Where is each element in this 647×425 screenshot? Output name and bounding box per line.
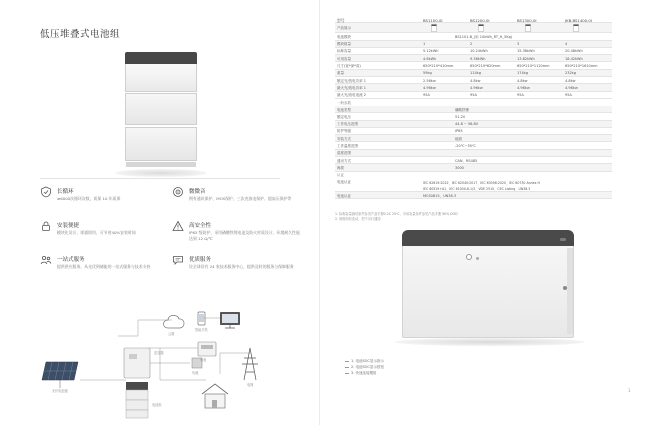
spec-row [335, 106, 612, 113]
product-side-panel [567, 248, 573, 334]
footnote: 1. 标称容量测试条件参见产品手册0.2C 25℃，可用容量条件参见产品手册 90% DOD [335, 212, 458, 216]
battery-module [125, 93, 197, 125]
spec-label: 海拔 [337, 165, 344, 170]
spec-row [335, 48, 612, 55]
spec-value: -20℃~55℃ [455, 144, 476, 149]
spec-value: 4.96kw [517, 85, 530, 90]
spec-value: 2 [470, 42, 473, 47]
spec-label: 额定电压 [337, 114, 351, 119]
spec-value: 232kg [565, 71, 576, 76]
spec-label: 额定充/放电功率 1 [337, 78, 367, 83]
spec-row [335, 142, 612, 149]
spec-value: 18.42kWh [565, 56, 583, 61]
diagram-label: 光伏电池板 [52, 389, 68, 393]
spec-header-row [335, 16, 612, 23]
product-thumbnail [478, 24, 484, 32]
spec-section-title: 认证 [337, 173, 344, 178]
spec-label: 电池认证 [337, 180, 351, 185]
feature-title: 优质服务 [189, 257, 212, 263]
spec-label: 通讯方式 [337, 158, 351, 163]
page-number: 1 [628, 388, 631, 393]
spec-row [335, 192, 612, 199]
spec-row [335, 55, 612, 62]
spec-row [335, 157, 612, 164]
spec-label: 重量 [337, 71, 344, 76]
spec-value: BS1101-B_(用 10kWh_RT_H_5Kg) [455, 34, 513, 39]
spec-value: 4.8kw [565, 78, 576, 83]
diagram-label: 逆变器 [154, 351, 164, 355]
spec-value: 114kg [470, 71, 481, 76]
diagram-label: 电网 [247, 383, 254, 387]
feature-desc: 拥有通讯保护、MOS保护、三次充放电保护、超高压保护等 [189, 196, 292, 201]
spec-label: 工作温度范围 [337, 144, 358, 149]
battery-stack-image [125, 52, 197, 170]
spec-header-cell: BS1200-0I [470, 17, 490, 23]
spec-value: 650*210*1120mm [517, 64, 550, 69]
spec-value: IEC 60529+A1、IEC 61000-6-1/3、VDE 2510、CEC Listing、UN38.3 [423, 187, 531, 192]
spec-value: 3 [517, 42, 520, 47]
spec-label: 最大充/放电电流 2 [337, 93, 367, 98]
spec-value: IP65 [455, 129, 463, 134]
spec-value: 4.6kWh [423, 56, 437, 61]
target-icon [172, 186, 184, 198]
spec-label: 湿度范围 [337, 151, 351, 156]
spec-table [335, 16, 612, 199]
legend-line [345, 367, 349, 368]
feature-desc: ≥6000次循环次数，质保 10 年质保 [57, 196, 121, 201]
spec-row [335, 113, 612, 120]
soc-button-icon [476, 257, 479, 260]
left-page [0, 0, 320, 425]
spec-label: 防护等级 [337, 129, 351, 134]
product-legend [345, 358, 384, 376]
diagram-label: 云端 [168, 332, 175, 336]
spec-value: IEC 62619:2022、IEC 62040:2017、IEC 63056:2020、IEC 60730 Annex H [423, 181, 540, 186]
legend-text: 2. 电池SOC显示按钮 [351, 365, 384, 369]
spec-label: 电池类型 [337, 107, 351, 112]
spec-label: 可用容量 [337, 56, 351, 61]
spec-header-cell: 型号 [337, 17, 345, 23]
product-thumbnail [525, 24, 531, 32]
spec-value: 650*210*1610mm [565, 64, 598, 69]
feature-title: 微微音 [189, 189, 206, 195]
spec-label: 标称容量 [337, 49, 351, 54]
spec-label: 安装方式 [337, 136, 351, 141]
spec-value: 95A [423, 93, 430, 98]
spec-value: 650*210*620mm [470, 64, 501, 69]
footnote: 2. 规格如有变动，恕不另行通知 [335, 217, 381, 221]
feature-desc: 模块化设计，即插即用，可节省40%安装时间 [57, 230, 136, 235]
monitor-icon [220, 312, 240, 328]
battery-shadow [115, 169, 207, 177]
feature-title: 安装便捷 [57, 223, 80, 229]
product-handle [560, 238, 566, 241]
spec-value: 95A [470, 93, 477, 98]
spec-row [335, 84, 612, 91]
spec-value: 13.82kWh [517, 56, 535, 61]
chat-icon [172, 254, 184, 266]
product-thumbnail [573, 24, 579, 32]
spec-row [335, 41, 612, 48]
page-title: 低压堆叠式电池组 [40, 29, 121, 40]
spec-value: 51.2V [455, 114, 466, 119]
footnotes [335, 212, 458, 222]
spec-value: 5.12kWh [423, 49, 439, 54]
spec-value: 地面 [455, 136, 462, 141]
spec-value: 4.8kw [517, 78, 528, 83]
feature-desc: IP65 级防护，采用磷酸铁锂电池及防火材质设计，环境耐久性能达到 12 Ω/℃ [189, 230, 300, 241]
spec-value: 9.36kWh [470, 56, 486, 61]
feature-title: 长循环 [57, 189, 74, 195]
shield-icon [40, 186, 52, 198]
product-shadow [395, 338, 585, 346]
spec-row [335, 121, 612, 128]
battery-top-cap [125, 52, 197, 64]
people-icon [40, 254, 52, 266]
spec-value: 44.8 ~ 56.8V [455, 122, 479, 127]
spec-value: 20.48kWh [565, 49, 583, 54]
spec-row [335, 62, 612, 69]
spec-header-cell: JKB-BS1400-0I [565, 17, 592, 23]
legend-line [345, 373, 349, 374]
spec-label: 电池模块 [337, 34, 351, 39]
divider [40, 178, 280, 179]
spec-row [335, 150, 612, 157]
spec-value: 3000 [455, 165, 464, 170]
spec-value: 4.96kw [423, 85, 436, 90]
spec-label: 最大充/放电功率 1 [337, 85, 367, 90]
spec-value: 4.96kw [470, 85, 483, 90]
spec-value: 650*210*410mm [423, 64, 454, 69]
spec-value: 4.8kw [470, 78, 481, 83]
cloud-icon [164, 315, 185, 328]
spec-row [335, 33, 612, 40]
battery-module [125, 127, 197, 161]
battery-base [126, 162, 196, 167]
legend-text: 3. 快速连接模组 [351, 371, 377, 375]
diagram-label: 负载 [192, 371, 199, 375]
spec-value: 10.24kWh [470, 49, 488, 54]
spec-value: 174kg [517, 71, 528, 76]
spec-row [335, 164, 612, 171]
smartphone-icon [198, 312, 205, 325]
spec-section-title: 一般参数 [337, 100, 351, 105]
spec-row [335, 70, 612, 77]
spec-value: 4.96kw [565, 85, 578, 90]
quick-connect-icon [563, 286, 567, 290]
feature-title: 一站式服务 [57, 257, 85, 263]
diagram-label: 智能手机 [195, 328, 208, 332]
feature-desc: 设全球设有 24 家技术服务中心，提供及时的服务与保障服务 [189, 264, 294, 269]
triangle-icon [172, 220, 184, 232]
feature-desc: 提供供应服务，从光伏到储能的一站式服务与技术支持 [57, 264, 151, 269]
spec-label: 模块数量 [337, 42, 351, 47]
spec-label: 产品展示 [337, 26, 351, 31]
house-icon [202, 384, 228, 408]
spec-header-cell: BS1300-0I [517, 17, 537, 23]
spec-row [335, 92, 612, 99]
legend-text: 1. 电池SOC显示指示 [351, 359, 384, 363]
product-body [402, 234, 574, 338]
spec-row [335, 128, 612, 135]
inverter-icon [124, 348, 150, 378]
spec-label: 工作电压范围 [337, 122, 358, 127]
diagram-label: 电池组 [152, 403, 162, 407]
spec-label: 电池认证 [337, 193, 351, 198]
spec-value: MCS0815、UN38.3 [423, 193, 457, 198]
spec-value: CAN、RS485 [455, 158, 478, 163]
spec-value: 4 [565, 42, 568, 47]
diagram-label: 电表 [200, 358, 207, 362]
product-top-cover [402, 230, 574, 246]
spec-value: 磷酸铁锂 [455, 107, 469, 112]
spec-value: 1 [423, 42, 426, 47]
legend-item [345, 370, 384, 376]
spec-row [335, 135, 612, 142]
battery-pack-icon [126, 382, 148, 418]
system-diagram [40, 308, 280, 425]
spec-value: 95A [517, 93, 524, 98]
battery-controller [125, 64, 197, 92]
spec-value: 95A [565, 93, 572, 98]
solar-panel-icon [42, 362, 78, 388]
feature-title: 高安全性 [189, 223, 212, 229]
spec-label: 尺寸(宽*深*高) [337, 64, 361, 69]
battery-product-image [400, 230, 578, 342]
lock-icon [40, 220, 52, 232]
spec-row [335, 77, 612, 84]
spec-row [335, 23, 612, 33]
spec-value: 59kg [423, 71, 432, 76]
soc-indicator-icon [466, 254, 472, 260]
meter-icon [198, 342, 216, 356]
spec-row [335, 185, 612, 192]
legend-line [345, 361, 349, 362]
spec-value: 2.56kw [423, 78, 436, 83]
product-thumbnail [431, 24, 437, 32]
spec-header-cell: BS1100-0I [423, 17, 443, 23]
spec-value: 15.36kWh [517, 49, 535, 54]
